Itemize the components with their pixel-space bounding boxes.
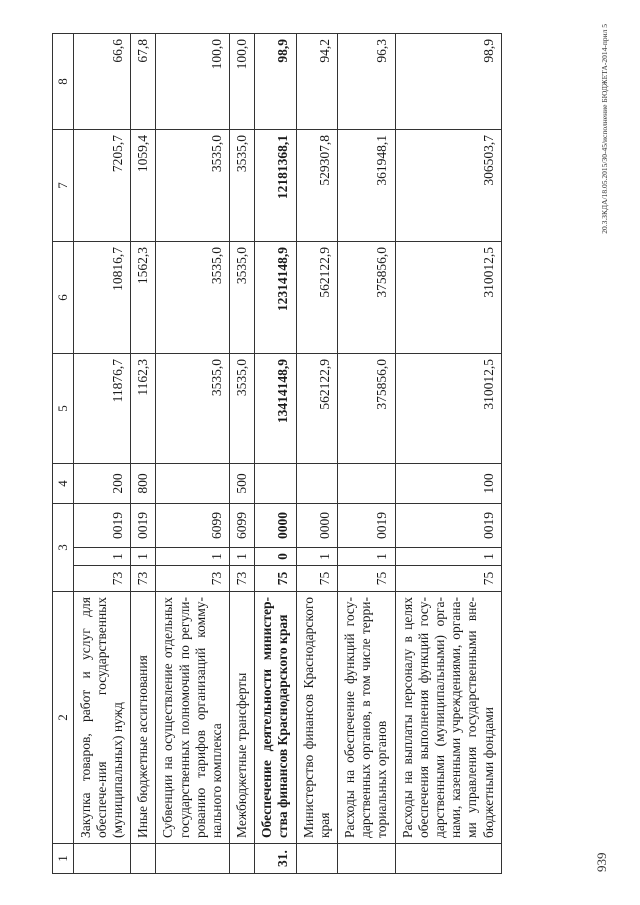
- revised-amount-cell: 12314148,9: [255, 241, 296, 353]
- code-subsection-cell: 1: [395, 548, 501, 566]
- revised-amount-cell: 562122,9: [296, 241, 337, 353]
- code-expense-type-cell: 800: [131, 463, 156, 503]
- code-subsection-cell: 1: [338, 548, 396, 566]
- header-cell-3: 3: [53, 503, 74, 591]
- header-row: [53, 33, 74, 873]
- executed-amount-cell: 1059,4: [131, 129, 156, 241]
- header-cell-4: 4: [53, 463, 74, 503]
- executed-amount-cell: 306503,7: [395, 129, 501, 241]
- item-name-cell: Субвенции на осуществление отдельных государственных полномочий по регули-рованию тарифов организаций комму-нального комплекса: [156, 592, 230, 844]
- header-cell-1: 1: [53, 844, 74, 874]
- code-admin-cell: 73: [73, 566, 131, 592]
- executed-amount-cell: 7205,7: [73, 129, 131, 241]
- code-subsection-cell: 0: [255, 548, 296, 566]
- budget-table: [52, 33, 502, 874]
- code-target-cell: 6099: [156, 503, 230, 547]
- code-admin-cell: 75: [338, 566, 396, 592]
- percent-executed-cell: 98,9: [395, 33, 501, 129]
- approved-amount-cell: 310012,5: [395, 353, 501, 463]
- code-subsection-cell: 1: [73, 548, 131, 566]
- approved-amount-cell: 3535,0: [156, 353, 230, 463]
- table-row: [156, 33, 230, 873]
- percent-executed-cell: 66,6: [73, 33, 131, 129]
- approved-amount-cell: 3535,0: [230, 353, 255, 463]
- code-target-cell: 0019: [131, 503, 156, 547]
- executed-amount-cell: 3535,0: [230, 129, 255, 241]
- header-cell-7: 7: [53, 129, 74, 241]
- code-target-cell: 0019: [73, 503, 131, 547]
- code-expense-type-cell: 100: [395, 463, 501, 503]
- approved-amount-cell: 562122,9: [296, 353, 337, 463]
- code-subsection-cell: 1: [156, 548, 230, 566]
- section-number-cell: [131, 844, 156, 874]
- code-admin-cell: 75: [255, 566, 296, 592]
- code-expense-type-cell: [156, 463, 230, 503]
- item-name-cell: Закупка товаров, работ и услуг для обеспече-ния государственных (муниципальных) нужд: [73, 592, 131, 844]
- table-row: [131, 33, 156, 873]
- table-row: [73, 33, 131, 873]
- header-cell-8: 8: [53, 33, 74, 129]
- table-row: [230, 33, 255, 873]
- code-target-cell: 6099: [230, 503, 255, 547]
- item-name-cell: Расходы на обеспечение функций госу-дарственных органов, в том числе терри-ториальных органов: [338, 592, 396, 844]
- header-cell-6: 6: [53, 241, 74, 353]
- item-name-cell: Межбюджетные трансферты: [230, 592, 255, 844]
- header-cell-5: 5: [53, 353, 74, 463]
- section-number-cell: 31.: [255, 844, 296, 874]
- code-subsection-cell: 1: [131, 548, 156, 566]
- code-expense-type-cell: 500: [230, 463, 255, 503]
- footer-code: 20.3.ЗКДА/18.05.2015/30-45/исполнение БЮДЖЕТА-2014-прил 5: [600, 24, 609, 234]
- code-admin-cell: 73: [131, 566, 156, 592]
- revised-amount-cell: 1562,3: [131, 241, 156, 353]
- code-expense-type-cell: 200: [73, 463, 131, 503]
- item-name-cell: Иные бюджетные ассигнования: [131, 592, 156, 844]
- revised-amount-cell: 3535,0: [156, 241, 230, 353]
- approved-amount-cell: 1162,3: [131, 353, 156, 463]
- approved-amount-cell: 13414148,9: [255, 353, 296, 463]
- code-target-cell: 0000: [255, 503, 296, 547]
- code-target-cell: 0000: [296, 503, 337, 547]
- code-expense-type-cell: [296, 463, 337, 503]
- revised-amount-cell: 375856,0: [338, 241, 396, 353]
- percent-executed-cell: 67,8: [131, 33, 156, 129]
- section-number-cell: [230, 844, 255, 874]
- rotated-sheet: [22, 4, 622, 874]
- executed-amount-cell: 3535,0: [156, 129, 230, 241]
- section-number-cell: [156, 844, 230, 874]
- table-body: [73, 33, 501, 873]
- section-number-cell: [296, 844, 337, 874]
- code-target-cell: 0019: [395, 503, 501, 547]
- code-expense-type-cell: [338, 463, 396, 503]
- percent-executed-cell: 96,3: [338, 33, 396, 129]
- percent-executed-cell: 100,0: [156, 33, 230, 129]
- percent-executed-cell: 100,0: [230, 33, 255, 129]
- table-row: [338, 33, 396, 873]
- revised-amount-cell: 10816,7: [73, 241, 131, 353]
- code-admin-cell: 73: [230, 566, 255, 592]
- percent-executed-cell: 94,2: [296, 33, 337, 129]
- code-target-cell: 0019: [338, 503, 396, 547]
- revised-amount-cell: 3535,0: [230, 241, 255, 353]
- table-row: [395, 33, 501, 873]
- code-subsection-cell: 1: [230, 548, 255, 566]
- item-name-cell: Обеспечение деятельности министер-ства финансов Краснодарского края: [255, 592, 296, 844]
- executed-amount-cell: 529307,8: [296, 129, 337, 241]
- section-number-cell: [395, 844, 501, 874]
- executed-amount-cell: 12181368,1: [255, 129, 296, 241]
- table-row: [296, 33, 337, 873]
- section-number-cell: [73, 844, 131, 874]
- page-number: 939: [594, 852, 609, 872]
- code-subsection-cell: 1: [296, 548, 337, 566]
- item-name-cell: Расходы на выплаты персоналу в целях обеспечения выполнения функций госу-дарственными (муниципальными) орга-нами, казенными учреждениями, органа-ми управления государственными вне-бюджетными фондами: [395, 592, 501, 844]
- section-number-cell: [338, 844, 396, 874]
- percent-executed-cell: 98,9: [255, 33, 296, 129]
- approved-amount-cell: 375856,0: [338, 353, 396, 463]
- code-admin-cell: 75: [296, 566, 337, 592]
- header-cell-2: 2: [53, 592, 74, 844]
- code-expense-type-cell: [255, 463, 296, 503]
- item-name-cell: Министерство финансов Краснодарского края: [296, 592, 337, 844]
- approved-amount-cell: 11876,7: [73, 353, 131, 463]
- code-admin-cell: 75: [395, 566, 501, 592]
- revised-amount-cell: 310012,5: [395, 241, 501, 353]
- code-admin-cell: 73: [156, 566, 230, 592]
- table-row: [255, 33, 296, 873]
- executed-amount-cell: 361948,1: [338, 129, 396, 241]
